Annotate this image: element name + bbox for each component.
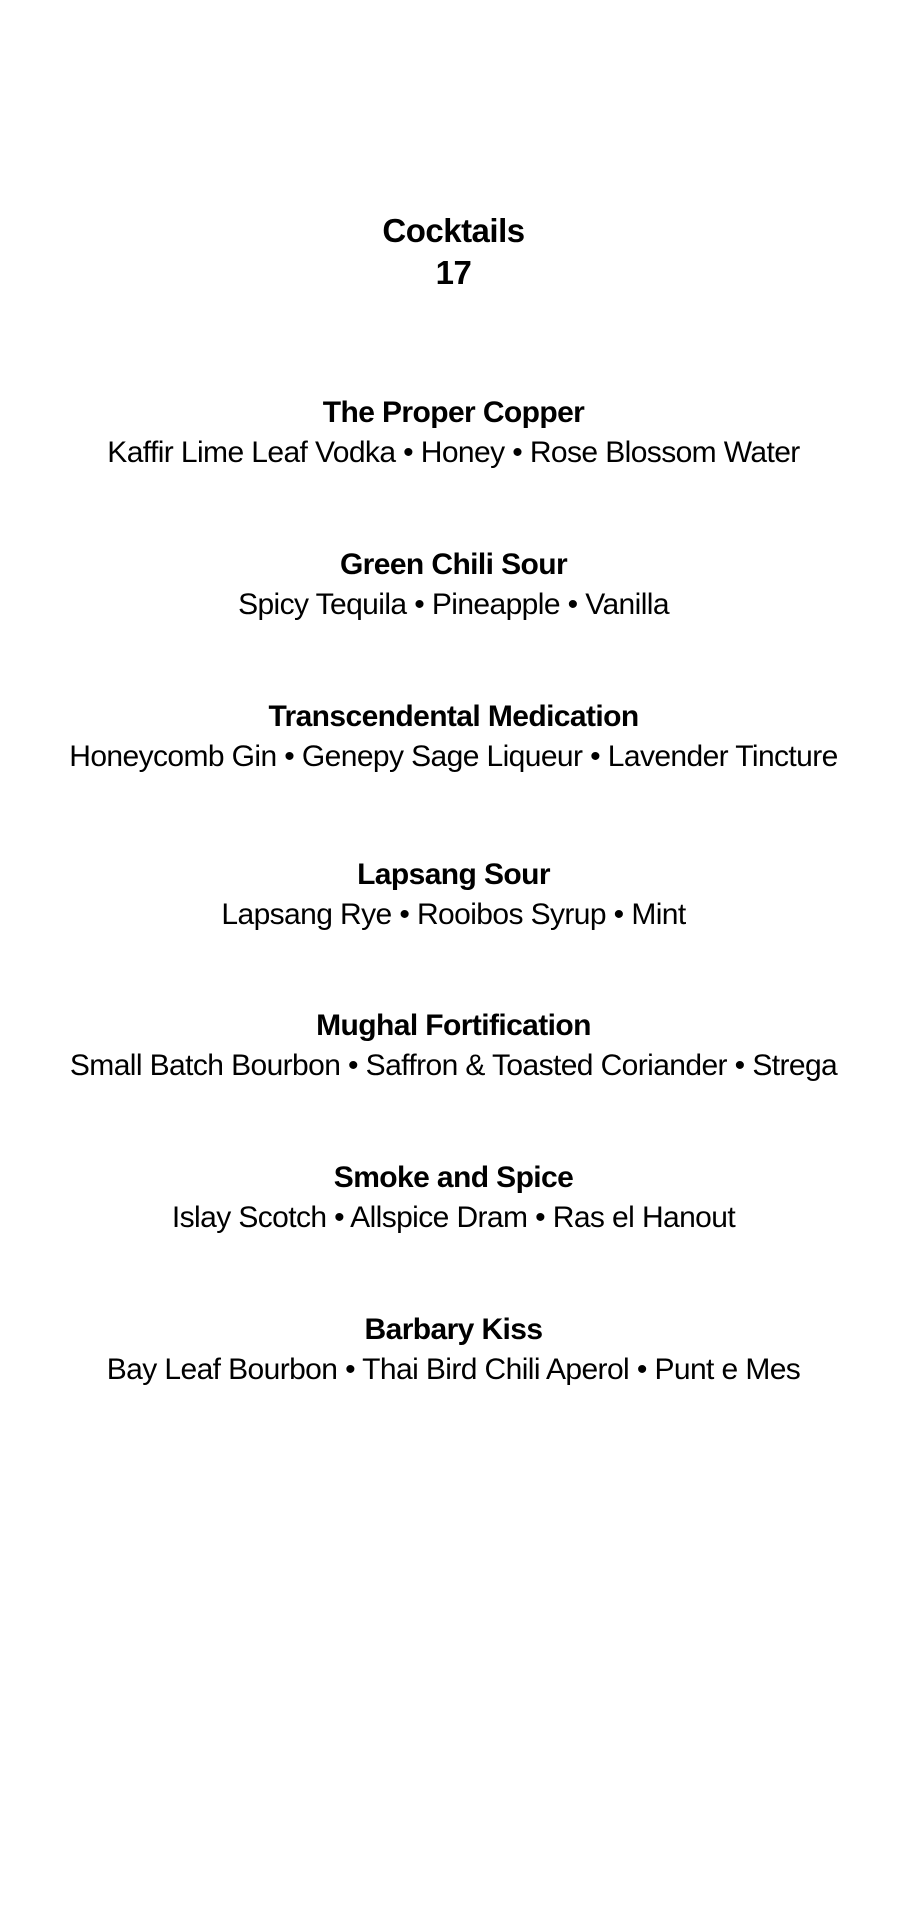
menu-item-name: Smoke and Spice bbox=[333, 1161, 574, 1194]
menu-item-name: Transcendental Medication bbox=[268, 700, 639, 733]
menu-item bbox=[0, 393, 907, 473]
menu-item bbox=[0, 1006, 907, 1086]
menu-item bbox=[0, 697, 907, 777]
menu-price: 17 bbox=[435, 254, 472, 291]
menu-item bbox=[0, 1158, 907, 1238]
menu-item-description: Honeycomb Gin • Genepy Sage Liqueur • Lavender Tincture bbox=[69, 740, 838, 773]
menu-item-name: Lapsang Sour bbox=[357, 858, 550, 891]
menu-item-name: Green Chili Sour bbox=[339, 548, 568, 581]
menu-item-name: Mughal Fortification bbox=[316, 1009, 591, 1042]
menu-item bbox=[0, 1310, 907, 1390]
menu-title: Cocktails bbox=[382, 212, 525, 249]
menu-header bbox=[0, 210, 907, 294]
menu-item-description: Bay Leaf Bourbon • Thai Bird Chili Aperol • Punt e Mes bbox=[106, 1353, 801, 1386]
menu-item-description: Small Batch Bourbon • Saffron & Toasted Coriander • Strega bbox=[69, 1049, 838, 1082]
menu-item-name: The Proper Copper bbox=[322, 396, 585, 429]
menu-item-description: Spicy Tequila • Pineapple • Vanilla bbox=[238, 588, 669, 621]
menu-item bbox=[0, 855, 907, 935]
menu-item-description: Islay Scotch • Allspice Dram • Ras el Hanout bbox=[171, 1201, 736, 1234]
menu-item-description: Kaffir Lime Leaf Vodka • Honey • Rose Blossom Water bbox=[107, 436, 800, 469]
menu-item-name: Barbary Kiss bbox=[364, 1313, 543, 1346]
menu-item bbox=[0, 545, 907, 625]
menu-item-description: Lapsang Rye • Rooibos Syrup • Mint bbox=[221, 898, 686, 931]
